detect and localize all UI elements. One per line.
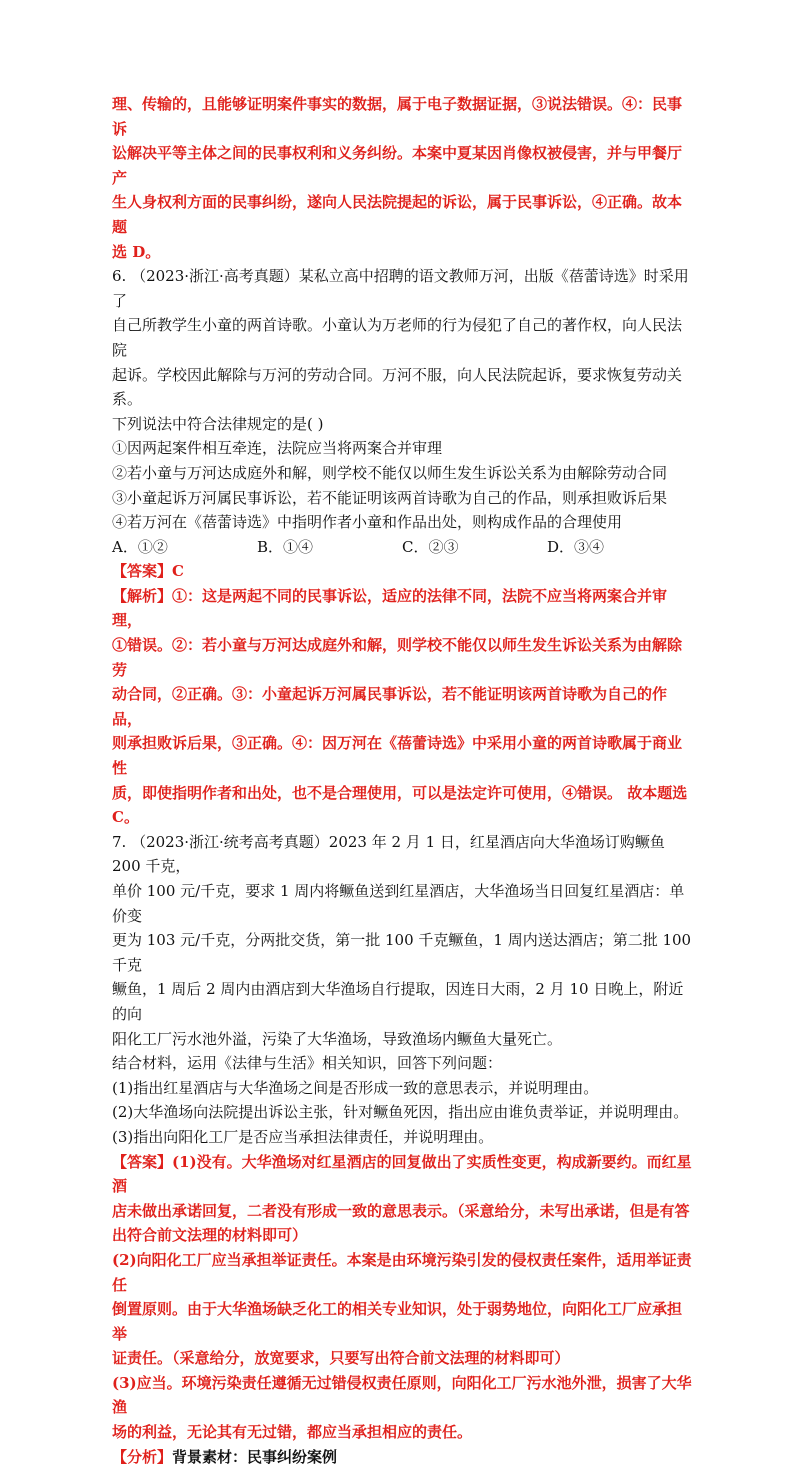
question-stem-line: 鳜鱼，1 周后 2 周内由酒店到大华渔场自行提取，因连日大雨，2 月 10 日晚上，附近的向 [112, 980, 684, 1023]
statement: ④若万河在《蓓蕾诗选》中指明作者小童和作品出处，则构成作品的合理使用 [112, 513, 623, 532]
question-stem-line: 7. （2023·浙江·统考高考真题）2023 年 2 月 1 日，红星酒店向大华渔场订购鳜鱼 200 千克， [112, 832, 665, 876]
question-7 [112, 830, 692, 1469]
document-page [112, 92, 692, 1469]
answer-line: 出符合前文法理的材料即可） [112, 1226, 308, 1245]
sub-question-3: (3)指出向阳化工厂是否应当承担法律责任，并说明理由。 [112, 1127, 494, 1146]
question-stem-line: 下列说法中符合法律规定的是( ) [112, 414, 324, 433]
analysis-line [112, 1445, 692, 1469]
text-line: 生人身权利方面的民事纠纷，遂向人民法院提起的诉讼，属于民事诉讼，④正确。故本题 [112, 193, 683, 236]
answer-label: 【答案】 [112, 562, 173, 581]
question-stem-line: 起诉。学校因此解除与万河的劳动合同。万河不服，向人民法院起诉，要求恢复劳动关系。 [112, 365, 683, 409]
analysis-line: ①错误。②：若小童与万河达成庭外和解，则学校不能仅以师生发生诉讼关系为由解除劳 [112, 636, 683, 679]
text-line: 理、传输的，且能够证明案件事实的数据，属于电子数据证据，③说法错误。④：民事诉 [112, 95, 683, 138]
question-stem-line: 自己所教学生小童的两首诗歌。小童认为万老师的行为侵犯了自己的著作权，向人民法院 [112, 316, 683, 359]
analysis-line: 动合同，②正确。③：小童起诉万河属民事诉讼，若不能证明该两首诗歌为自己的作品， [112, 685, 668, 728]
analysis-text: ①：这是两起不同的民事诉讼，适应的法律不同，法院不应当将两案合并审理， [112, 586, 668, 630]
statement: ②若小童与万河达成庭外和解，则学校不能仅以师生发生诉讼关系为由解除劳动合同 [112, 463, 668, 482]
answer-line: (3)应当。环境污染责任遵循无过错侵权责任原则，向阳化工厂污水池外泄，损害了大华渔 [112, 1373, 692, 1417]
answer-line [112, 559, 692, 584]
analysis-line: C。 [112, 808, 139, 827]
answer-line: 店未做出承诺回复，二者没有形成一致的意思表示。（采意给分，未写出承诺，但是有答 [112, 1201, 690, 1220]
option-d: D．③④ [547, 537, 605, 556]
text-line: 选 D。 [112, 242, 161, 261]
text-line: 讼解决平等主体之间的民事权利和义务纠纷。本案中夏某因肖像权被侵害，并与甲餐厅产 [112, 144, 683, 187]
option-a: A．①② [112, 537, 168, 556]
option-b: B．①④ [257, 537, 314, 556]
analysis-line [112, 584, 692, 633]
answer-options [112, 535, 692, 560]
answer-value: C [172, 562, 184, 581]
answer-line: 倒置原则。由于大华渔场缺乏化工的相关专业知识，处于弱势地位，向阳化工厂应承担举 [112, 1300, 683, 1343]
question-stem-line: 6. （2023·浙江·高考真题）某私立高中招聘的语文教师万河，出版《蓓蕾诗选》时采用了 [112, 267, 689, 310]
statement: ①因两起案件相互牵连，法院应当将两案合并审理 [112, 439, 443, 458]
answer-block [112, 1150, 692, 1445]
question-prompt: 结合材料，运用《法律与生活》相关知识，回答下列问题： [112, 1054, 503, 1073]
analysis-text: 背景素材：民事纠纷案例 [172, 1447, 338, 1466]
analysis-line: 则承担败诉后果，③正确。④：因万河在《蓓蕾诗选》中采用小童的两首诗歌属于商业性 [112, 734, 683, 778]
answer-line: 场的利益，无论其有无过错，都应当承担相应的责任。 [112, 1423, 473, 1442]
question-stem-line: 阳化工厂污水池外溢，污染了大华渔场，导致渔场内鳜鱼大量死亡。 [112, 1029, 563, 1048]
analysis-line: 质，即使指明作者和出处，也不是合理使用，可以是法定许可使用，④错误。 故本题选 [112, 783, 688, 802]
answer-line: (2)向阳化工厂应当承担举证责任。本案是由环境污染引发的侵权责任案件，适用举证责任 [112, 1250, 692, 1294]
sub-question-1: (1)指出红星酒店与大华渔场之间是否形成一致的意思表示，并说明理由。 [112, 1078, 599, 1097]
analysis-label: 【分析】 [112, 1447, 173, 1466]
analysis-label: 【解析】 [112, 586, 173, 605]
answer-line [112, 1150, 692, 1199]
question-6 [112, 264, 692, 830]
previous-analysis [112, 92, 692, 264]
analysis-block [112, 584, 692, 830]
sub-question-2: (2)大华渔场向法院提出诉讼主张，针对鳜鱼死因，指出应由谁负责举证，并说明理由。 [112, 1103, 689, 1122]
option-c: C．②③ [402, 537, 459, 556]
answer-text: (1)没有。大华渔场对红星酒店的回复做出了实质性变更，构成新要约。而红星酒 [112, 1152, 692, 1196]
answer-label: 【答案】 [112, 1152, 173, 1171]
statement: ③小童起诉万河属民事诉讼，若不能证明该两首诗歌为自己的作品，则承担败诉后果 [112, 488, 668, 507]
question-stem-line: 单价 100 元/千克，要求 1 周内将鳜鱼送到红星酒店，大华渔场当日回复红星酒店：单价变 [112, 882, 685, 925]
answer-line: 证责任。（采意给分，放宽要求，只要写出符合前文法理的材料即可） [112, 1349, 570, 1368]
question-stem-line: 更为 103 元/千克，分两批交货，第一批 100 千克鳜鱼，1 周内送达酒店；第二批 100 千克 [112, 931, 692, 974]
